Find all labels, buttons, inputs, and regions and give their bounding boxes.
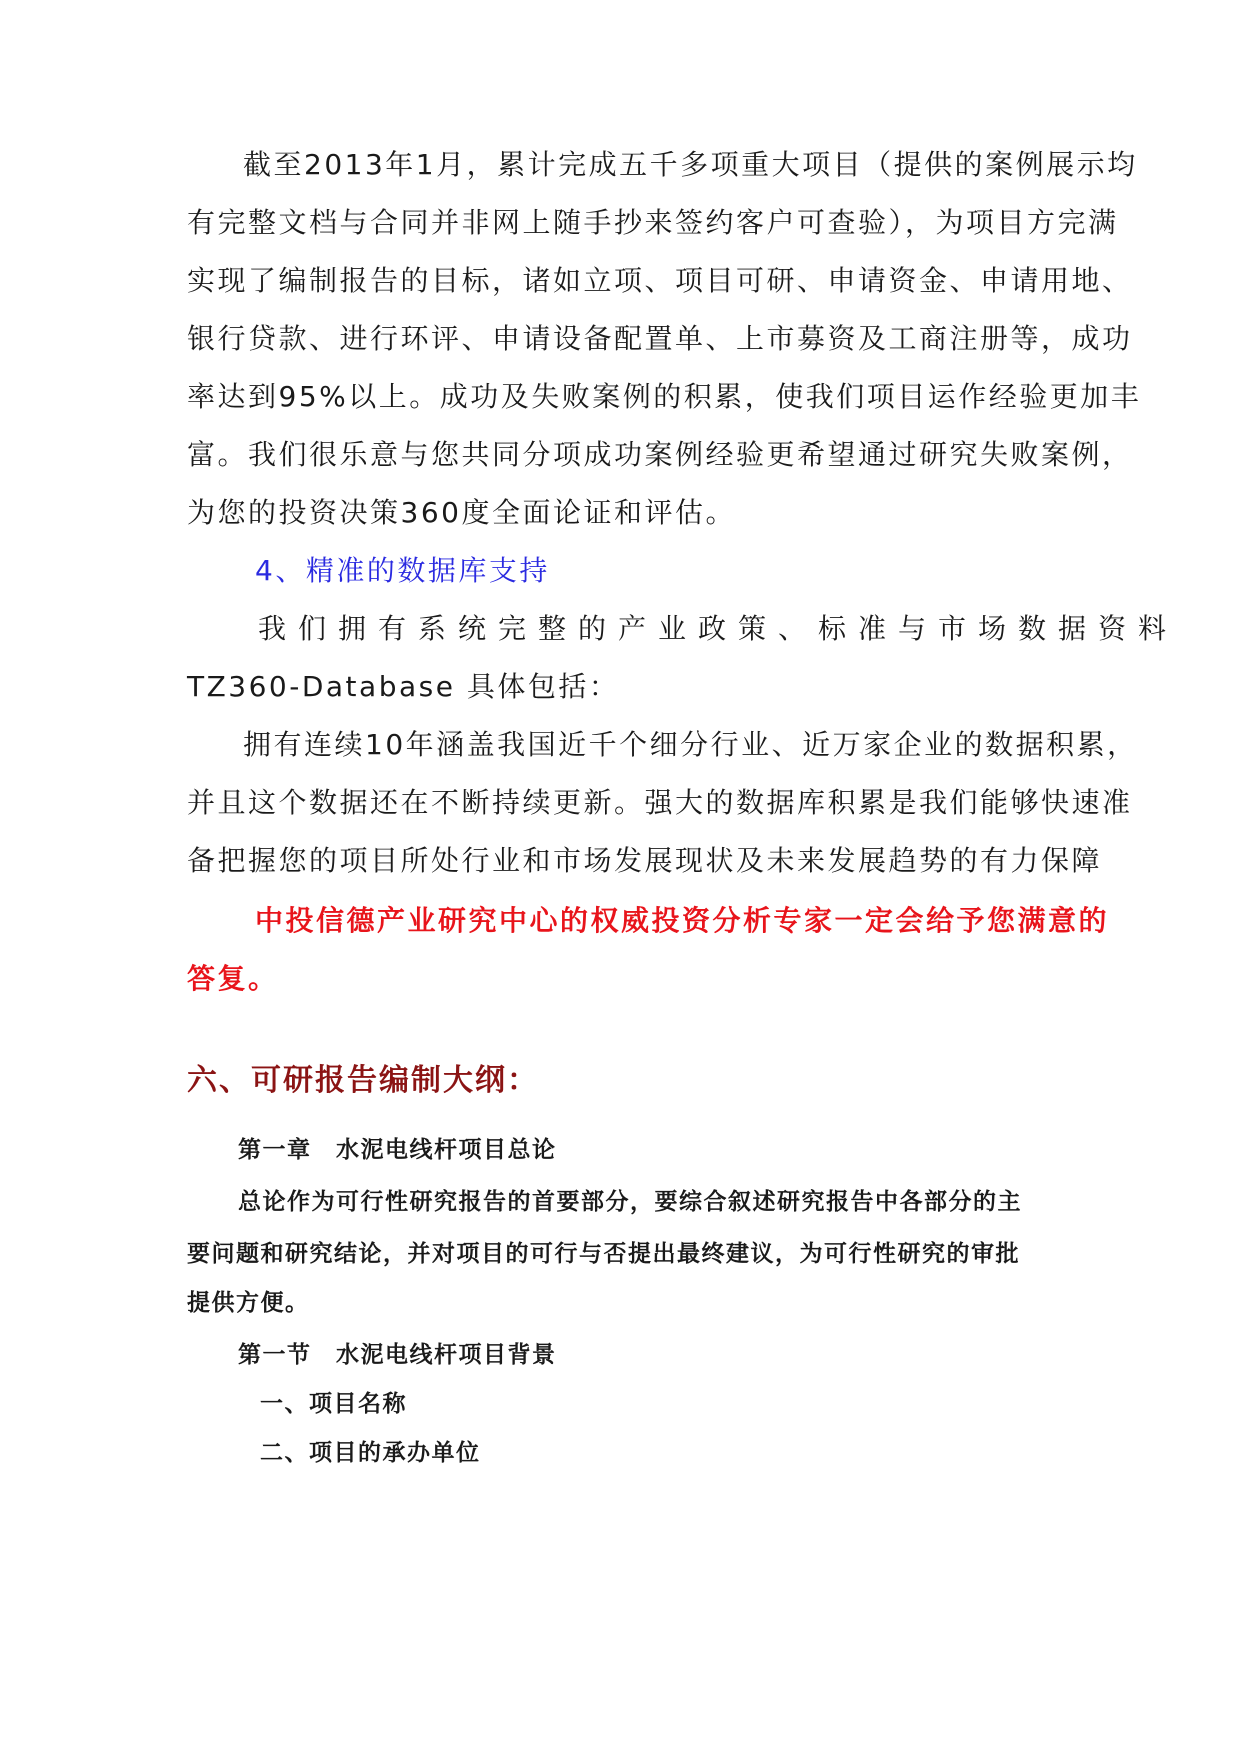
section-heading: 第一节 水泥电线杆项目背景 <box>238 1342 557 1368</box>
database-line-1: 我们拥有系统完整的产业政策、标准与市场数据资料 <box>258 612 1179 645</box>
intro-line-2: 有完整文档与合同并非网上随手抄来签约客户可查验），为项目方完满 <box>187 206 1119 239</box>
database-heading: 4、精准的数据库支持 <box>255 554 550 587</box>
outline-item-2: 二、项目的承办单位 <box>260 1440 481 1466</box>
intro-line-4: 银行贷款、进行环评、申请设备配置单、上市募资及工商注册等，成功 <box>187 322 1133 355</box>
summary-line-2: 要问题和研究结论，并对项目的可行与否提出最终建议，为可行性研究的审批 <box>187 1241 1020 1267</box>
outline-item-1: 一、项目名称 <box>260 1391 407 1417</box>
outline-title: 六、可研报告编制大纲： <box>187 1063 539 1098</box>
database-line-4: 并且这个数据还在不断持续更新。强大的数据库积累是我们能够快速准 <box>187 786 1133 819</box>
promise-line-1: 中投信德产业研究中心的权威投资分析专家一定会给予您满意的 <box>255 904 1110 937</box>
chapter-heading: 第一章 水泥电线杆项目总论 <box>238 1137 557 1163</box>
promise-line-2: 答复。 <box>187 962 279 995</box>
database-line-5: 备把握您的项目所处行业和市场发展现状及未来发展趋势的有力保障 <box>187 844 1103 877</box>
summary-line-3: 提供方便。 <box>187 1290 310 1316</box>
intro-line-6: 富。我们很乐意与您共同分项成功案例经验更希望通过研究失败案例， <box>187 438 1133 471</box>
intro-line-1: 截至2013年1月，累计完成五千多项重大项目（提供的案例展示均 <box>243 148 1138 181</box>
database-line-2: TZ360-Database 具体包括： <box>187 670 620 703</box>
summary-line-1: 总论作为可行性研究报告的首要部分，要综合叙述研究报告中各部分的主 <box>238 1189 1022 1215</box>
database-line-3: 拥有连续10年涵盖我国近千个细分行业、近万家企业的数据积累， <box>243 728 1138 761</box>
intro-line-7: 为您的投资决策360度全面论证和评估。 <box>187 496 736 529</box>
intro-line-5: 率达到95%以上。成功及失败案例的积累，使我们项目运作经验更加丰 <box>187 380 1142 413</box>
intro-line-3: 实现了编制报告的目标，诸如立项、项目可研、申请资金、申请用地、 <box>187 264 1133 297</box>
